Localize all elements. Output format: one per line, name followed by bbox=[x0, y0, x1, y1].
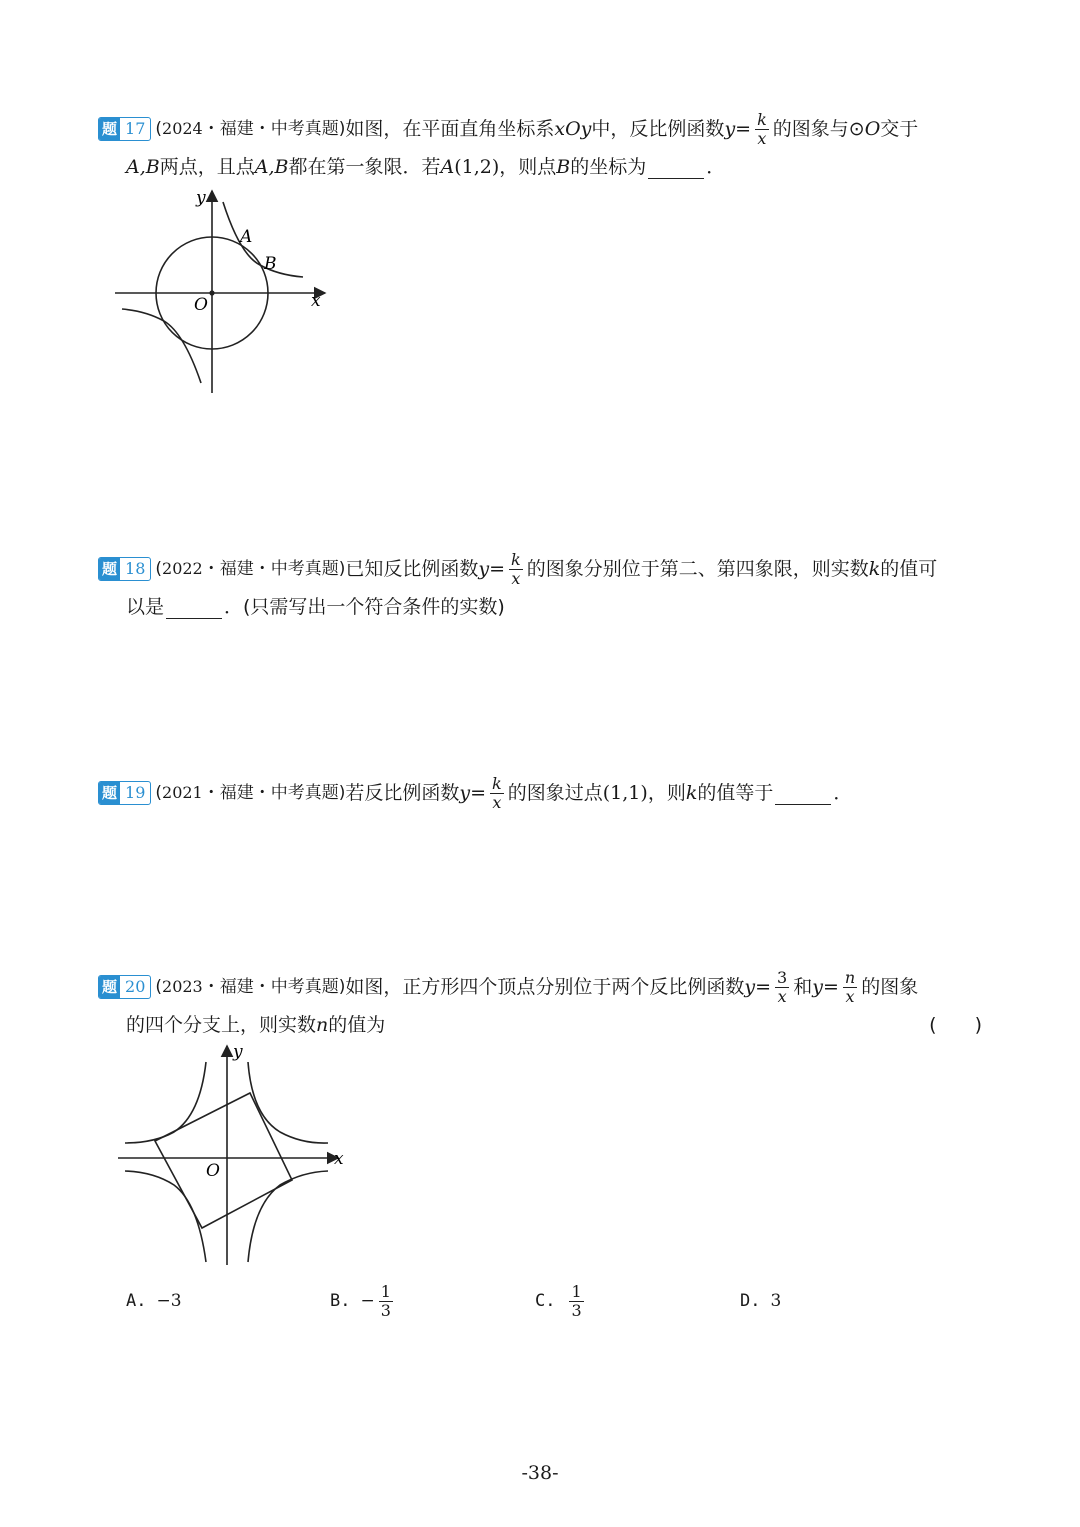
q18-number: 18 bbox=[125, 559, 146, 578]
q20-line-1: 题 20 (2023・福建・中考真题) 如图，正方形四个顶点分别位于两个反比例函数 y = $\frac{3}{x}$ 和 y = $\frac{n}{x}$ 的图象 bbox=[98, 968, 988, 1006]
q17-label-b: B bbox=[264, 254, 277, 274]
q20-option-d[interactable]: D. 3 bbox=[740, 1291, 782, 1311]
q17-source: (2024・福建・中考真题) bbox=[155, 119, 346, 139]
q20-figure bbox=[110, 1040, 360, 1270]
q20-label-o: O bbox=[206, 1161, 220, 1181]
q20-option-c[interactable]: C. $\frac{1}{3}$ bbox=[535, 1281, 582, 1320]
q18-source: (2022・福建・中考真题) bbox=[155, 559, 346, 579]
q20-square bbox=[155, 1093, 292, 1228]
q19-tag: 题 19 bbox=[98, 781, 151, 805]
q18-line-2: 以是 ．(只需写出一个符合条件的实数) bbox=[126, 596, 505, 618]
q20-answer-paren[interactable]: ( ) bbox=[929, 1014, 982, 1036]
question-17 bbox=[98, 110, 988, 186]
q18-line-1: 题 18 (2022・福建・中考真题) 已知反比例函数 y = $\frac{k}{x}$ 的图象分别位于第二、第四象限，则实数 k 的值可 bbox=[98, 550, 988, 588]
q17-label-a: A bbox=[240, 227, 253, 247]
q20-tag: 题 20 bbox=[98, 975, 151, 999]
q20-option-b[interactable]: B. − $\frac{1}{3}$ bbox=[330, 1281, 391, 1320]
q20-source: (2023・福建・中考真题) bbox=[155, 977, 346, 997]
q20-options bbox=[126, 1278, 986, 1324]
q17-fraction: $\frac{k}{x}$ bbox=[757, 109, 767, 148]
q17-hyperbola-q3 bbox=[122, 309, 201, 383]
question-20 bbox=[98, 968, 988, 1044]
question-19 bbox=[98, 774, 988, 812]
q20-branch-q1 bbox=[248, 1062, 328, 1143]
q17-hyperbola-q1 bbox=[223, 202, 303, 277]
q17-origin-dot bbox=[209, 290, 214, 295]
q20-option-b-fraction: $\frac{1}{3}$ bbox=[380, 1281, 391, 1320]
q20-branch-q3 bbox=[125, 1171, 206, 1262]
page-number: -38- bbox=[521, 1462, 559, 1484]
q17-figure bbox=[110, 185, 340, 400]
q19-fraction: $\frac{k}{x}$ bbox=[492, 773, 502, 812]
q20-number: 20 bbox=[125, 977, 146, 996]
q19-line-1: 题 19 (2021・福建・中考真题) 若反比例函数 y = $\frac{k}{x}$ 的图象过点 (1,1) ，则 k 的值等于 ． bbox=[98, 774, 988, 812]
question-18 bbox=[98, 550, 988, 626]
q20-label-y: y bbox=[233, 1042, 243, 1062]
q19-answer-blank[interactable] bbox=[775, 782, 831, 805]
q20-branch-q4 bbox=[248, 1171, 328, 1262]
q19-number: 19 bbox=[125, 783, 146, 802]
q18-answer-blank[interactable] bbox=[166, 596, 222, 619]
q20-option-a[interactable]: A. −3 bbox=[126, 1291, 182, 1311]
q20-fraction-2: $\frac{n}{x}$ bbox=[844, 967, 856, 1006]
q20-option-c-fraction: $\frac{1}{3}$ bbox=[571, 1281, 582, 1320]
q17-label-o: O bbox=[194, 295, 208, 315]
q17-tag: 题 17 bbox=[98, 117, 151, 141]
q20-fraction-1: $\frac{3}{x}$ bbox=[777, 967, 788, 1006]
q17-answer-blank[interactable] bbox=[648, 156, 704, 179]
q20-branch-q2 bbox=[125, 1062, 206, 1143]
q20-label-x: x bbox=[334, 1149, 344, 1169]
q18-fraction: $\frac{k}{x}$ bbox=[511, 549, 521, 588]
q17-label-x: x bbox=[311, 291, 321, 311]
q19-source: (2021・福建・中考真题) bbox=[155, 783, 346, 803]
q18-tag: 题 18 bbox=[98, 557, 151, 581]
q17-number: 17 bbox=[125, 119, 146, 138]
q17-line-1: 题 17 (2024・福建・中考真题) 如图，在平面直角坐标系 xOy 中，反比例函数 y = $\frac{k}{x}$ 的图象与⊙ O 交于 bbox=[98, 110, 988, 148]
q17-line-2: A,B 两点，且点 A,B 都在第一象限．若 A (1,2) ，则点 B 的坐标为 ． bbox=[126, 156, 726, 178]
q20-line-2: 的四个分支上，则实数 n 的值为 ( ) bbox=[98, 1006, 988, 1044]
q17-label-y: y bbox=[196, 188, 206, 208]
